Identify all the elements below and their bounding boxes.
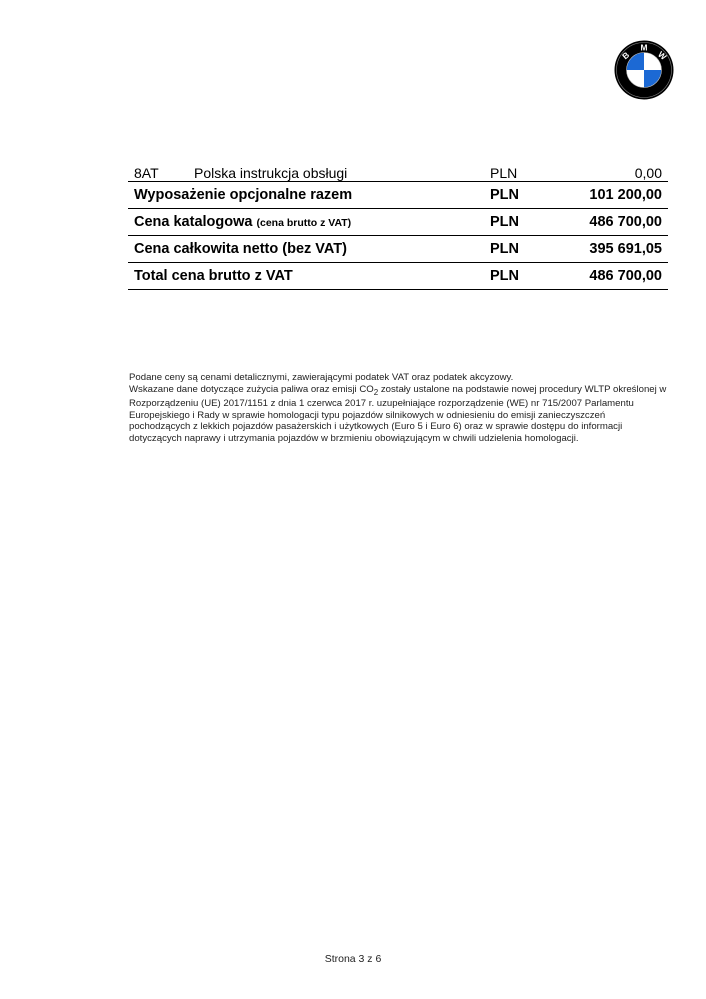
disclaimer-text: Wskazane dane dotyczące zużycia paliwa oraz emisji CO (129, 383, 374, 395)
summary-label: Cena katalogowa (134, 214, 253, 230)
page-number: Strona 3 z 6 (324, 953, 382, 965)
option-code: 8AT (128, 165, 188, 182)
svg-text:M: M (640, 42, 648, 53)
summary-row-net-total (128, 236, 668, 263)
price-summary-table (128, 165, 668, 290)
option-amount: 0,00 (556, 165, 668, 182)
summary-currency: PLN (484, 236, 556, 263)
summary-row-list-price (128, 209, 668, 236)
summary-currency: PLN (484, 182, 556, 209)
summary-row-options-total (128, 182, 668, 209)
summary-label-cell (128, 209, 484, 236)
option-description: Polska instrukcja obsługi (188, 165, 484, 182)
summary-label-note: (cena brutto z VAT) (256, 217, 352, 229)
disclaimer-line-1: Podane ceny są cenami detalicznymi, zawierającymi podatek VAT oraz podatek akcyzowy. (129, 372, 514, 383)
summary-amount: 101 200,00 (556, 182, 668, 209)
summary-label: Total cena brutto z VAT (128, 263, 484, 290)
disclaimer-text: zostały ustalone na podstawie nowej procedury WLTP określonej w Rozporządzeniu (UE) 2017/1151 z dnia 1 czerwca 2017 r. uzupełniające rozporządzenie (WE) nr 715/2007 Parlamentu Europejskiego i Rady w sprawie homologacji typu pojazdów silnikowych w odniesieniu do emisji zanieczyszczeń pochodzących z lekkich pojazdów pasażerskich i użytkowych (Euro 5 i Euro 6) oraz w sprawie dostępu do informacji dotyczących naprawy i utrzymania pojazdów w brzmieniu obowiązującym w chwili udzielenia homologacji. (129, 383, 667, 444)
svg-text:W: W (656, 49, 669, 62)
summary-currency: PLN (484, 209, 556, 236)
summary-amount: 486 700,00 (556, 209, 668, 236)
summary-amount: 395 691,05 (556, 236, 668, 263)
price-disclaimer (129, 372, 669, 444)
summary-amount: 486 700,00 (556, 263, 668, 290)
bmw-logo (614, 40, 674, 100)
disclaimer-line-2 (129, 384, 669, 445)
option-row (128, 165, 668, 182)
svg-text:B: B (620, 49, 632, 62)
co2-subscript: 2 (373, 387, 379, 397)
summary-label: Cena całkowita netto (bez VAT) (128, 236, 484, 263)
summary-row-gross-total (128, 263, 668, 290)
summary-label: Wyposażenie opcjonalne razem (128, 182, 484, 209)
summary-currency: PLN (484, 263, 556, 290)
option-currency: PLN (484, 165, 556, 182)
